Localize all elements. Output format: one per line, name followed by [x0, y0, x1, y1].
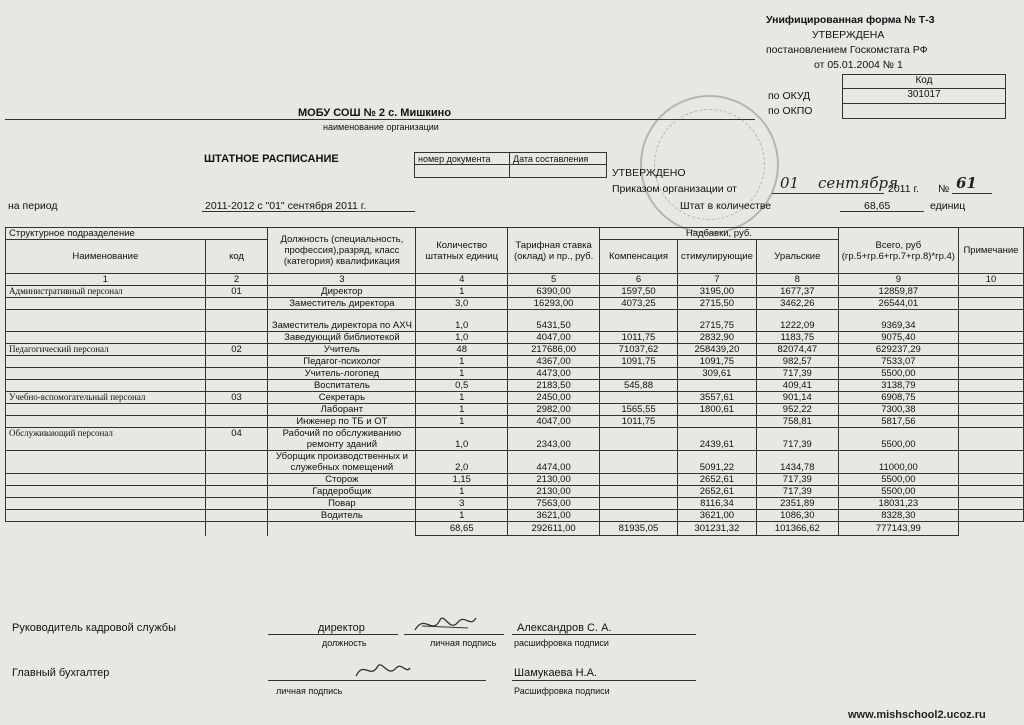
order-number: 61 — [956, 174, 977, 192]
row-total: 12859,87 — [838, 286, 958, 298]
row-ural: 982,57 — [756, 356, 838, 368]
table-row — [6, 286, 1024, 298]
row-code — [205, 510, 268, 522]
row-count: 1 — [416, 368, 508, 380]
row-stimulating — [677, 380, 756, 392]
approved-label: УТВЕРЖДЕНО — [612, 167, 686, 179]
row-ural: 2351,89 — [756, 498, 838, 510]
row-total: 5500,00 — [838, 428, 958, 451]
row-code — [205, 368, 268, 380]
caption-sign2: личная подпись — [276, 686, 343, 696]
row-position: Педагог-психолог — [268, 356, 416, 368]
row-department — [6, 368, 206, 380]
order-month: сентября — [818, 174, 899, 192]
row-code — [205, 310, 268, 332]
table-row — [6, 451, 1024, 474]
row-note — [958, 310, 1023, 332]
col-num: 2 — [205, 274, 268, 286]
row-ural: 1222,09 — [756, 310, 838, 332]
doc-title: ШТАТНОЕ РАСПИСАНИЕ — [204, 153, 339, 165]
row-count: 1 — [416, 392, 508, 404]
row-note — [958, 428, 1023, 451]
row-note — [958, 298, 1023, 310]
row-rate: 7563,00 — [508, 498, 600, 510]
row-rate: 2130,00 — [508, 486, 600, 498]
staff-label: Штат в количестве — [680, 200, 772, 212]
table-row — [6, 498, 1024, 510]
row-ural: 409,41 — [756, 380, 838, 392]
row-position: Директор — [268, 286, 416, 298]
row-position: Водитель — [268, 510, 416, 522]
row-compensation — [600, 474, 678, 486]
table-row — [6, 416, 1024, 428]
row-stimulating: 2652,61 — [677, 486, 756, 498]
row-ural: 82074,47 — [756, 344, 838, 356]
row-position: Воспитатель — [268, 380, 416, 392]
row-compensation: 1091,75 — [600, 356, 678, 368]
row-position: Заведующий библиотекой — [268, 332, 416, 344]
row-department — [6, 486, 206, 498]
row-ural: 901,14 — [756, 392, 838, 404]
row-note — [958, 451, 1023, 474]
caption-decode: расшифровка подписи — [514, 638, 609, 648]
staff-schedule-table — [5, 227, 1024, 536]
table-row — [6, 356, 1024, 368]
form-approved: УТВЕРЖДЕНА — [812, 29, 885, 41]
accountant-name: Шамукаева Н.А. — [514, 667, 597, 679]
row-compensation — [600, 486, 678, 498]
row-position: Сторож — [268, 474, 416, 486]
total-sum: 777143,99 — [838, 522, 958, 536]
row-compensation — [600, 451, 678, 474]
row-total: 7300,38 — [838, 404, 958, 416]
col-num: 9 — [838, 274, 958, 286]
row-note — [958, 356, 1023, 368]
row-department: Учебно-вспомогательный персонал — [6, 392, 206, 404]
row-stimulating: 8116,34 — [677, 498, 756, 510]
col-num: 8 — [756, 274, 838, 286]
row-rate: 4474,00 — [508, 451, 600, 474]
row-rate: 4047,00 — [508, 332, 600, 344]
row-stimulating: 2715,75 — [677, 310, 756, 332]
row-note — [958, 368, 1023, 380]
code-header: Код — [842, 74, 1006, 89]
header-stimulating: стимулирующие — [677, 240, 756, 274]
table-row — [6, 474, 1024, 486]
table-row — [6, 392, 1024, 404]
row-department: Обслуживающий персонал — [6, 428, 206, 451]
row-stimulating: 3557,61 — [677, 392, 756, 404]
table-row — [6, 510, 1024, 522]
row-total: 3138,79 — [838, 380, 958, 392]
row-note — [958, 392, 1023, 404]
table-row — [6, 310, 1024, 332]
official-stamp — [640, 95, 779, 234]
row-code — [205, 498, 268, 510]
table-row — [6, 332, 1024, 344]
row-position: Секретарь — [268, 392, 416, 404]
row-department — [6, 416, 206, 428]
table-row — [6, 298, 1024, 310]
row-code — [205, 380, 268, 392]
table-row — [6, 486, 1024, 498]
row-count: 1,0 — [416, 310, 508, 332]
row-note — [958, 286, 1023, 298]
row-ural: 717,39 — [756, 486, 838, 498]
table-row — [6, 404, 1024, 416]
row-count: 1 — [416, 404, 508, 416]
row-code: 04 — [205, 428, 268, 451]
total-stim: 301231,32 — [677, 522, 756, 536]
header-rate: Тарифная ставка (оклад) и пр., руб. — [508, 228, 600, 274]
row-stimulating: 1091,75 — [677, 356, 756, 368]
row-total: 11000,00 — [838, 451, 958, 474]
row-code — [205, 298, 268, 310]
row-note — [958, 344, 1023, 356]
header-position: Должность (специальность, профессия),разряд, класс (категория) квалификация — [268, 228, 416, 274]
form-decree: постановлением Госкомстата РФ — [766, 44, 928, 56]
row-position: Рабочий по обслуживанию ремонту зданий — [268, 428, 416, 451]
row-total: 26544,01 — [838, 298, 958, 310]
row-rate: 2183,50 — [508, 380, 600, 392]
table-row — [6, 368, 1024, 380]
doc-number-value — [415, 165, 510, 178]
row-compensation: 1565,55 — [600, 404, 678, 416]
row-total: 8328,30 — [838, 510, 958, 522]
row-note — [958, 380, 1023, 392]
row-compensation: 4073,25 — [600, 298, 678, 310]
col-num: 7 — [677, 274, 756, 286]
row-department — [6, 380, 206, 392]
row-rate: 3621,00 — [508, 510, 600, 522]
row-department: Административный персонал — [6, 286, 206, 298]
table-row — [6, 428, 1024, 451]
order-num-label: № — [938, 183, 950, 195]
row-compensation — [600, 510, 678, 522]
row-total: 5500,00 — [838, 486, 958, 498]
row-total: 5817,56 — [838, 416, 958, 428]
row-compensation — [600, 392, 678, 404]
row-stimulating: 2439,61 — [677, 428, 756, 451]
row-code: 03 — [205, 392, 268, 404]
row-compensation: 1597,50 — [600, 286, 678, 298]
row-position: Гардеробщик — [268, 486, 416, 498]
row-ural: 1677,37 — [756, 286, 838, 298]
order-label: Приказом организации от — [612, 183, 737, 195]
hr-name: Александров С. А. — [517, 622, 612, 634]
org-caption: наименование организации — [323, 122, 439, 132]
row-rate: 16293,00 — [508, 298, 600, 310]
form-decree-date: от 05.01.2004 № 1 — [814, 59, 903, 71]
period-value: 2011-2012 с "01" сентября 2011 г. — [205, 200, 367, 212]
row-count: 3,0 — [416, 298, 508, 310]
row-count: 1,0 — [416, 332, 508, 344]
row-compensation: 1011,75 — [600, 416, 678, 428]
caption-sign: личная подпись — [430, 638, 497, 648]
row-department — [6, 310, 206, 332]
row-total: 629237,29 — [838, 344, 958, 356]
row-ural: 717,39 — [756, 474, 838, 486]
row-position: Учитель-логопед — [268, 368, 416, 380]
row-rate: 2982,00 — [508, 404, 600, 416]
total-rate: 292611,00 — [508, 522, 600, 536]
table-row — [6, 344, 1024, 356]
row-code — [205, 332, 268, 344]
row-count: 1,15 — [416, 474, 508, 486]
row-position: Учитель — [268, 344, 416, 356]
row-code — [205, 356, 268, 368]
row-stimulating: 1800,61 — [677, 404, 756, 416]
row-rate: 5431,50 — [508, 310, 600, 332]
header-code: код — [205, 240, 268, 274]
row-count: 1 — [416, 486, 508, 498]
row-compensation: 71037,62 — [600, 344, 678, 356]
row-total: 9369,34 — [838, 310, 958, 332]
header-compensation: Компенсация — [600, 240, 678, 274]
row-stimulating — [677, 416, 756, 428]
row-rate: 4367,00 — [508, 356, 600, 368]
row-department — [6, 298, 206, 310]
row-count: 48 — [416, 344, 508, 356]
order-day: 01 — [780, 174, 800, 192]
row-ural: 717,39 — [756, 368, 838, 380]
row-count: 1 — [416, 416, 508, 428]
row-code — [205, 416, 268, 428]
header-note: Примечание — [958, 228, 1023, 274]
row-code: 02 — [205, 344, 268, 356]
row-count: 3 — [416, 498, 508, 510]
row-department — [6, 498, 206, 510]
row-note — [958, 416, 1023, 428]
row-total: 18031,23 — [838, 498, 958, 510]
row-count: 1 — [416, 286, 508, 298]
row-stimulating: 5091,22 — [677, 451, 756, 474]
row-compensation — [600, 498, 678, 510]
caption-decode2: Расшифровка подписи — [514, 686, 610, 696]
row-stimulating: 3621,00 — [677, 510, 756, 522]
order-year: 2011 г. — [888, 183, 919, 195]
header-total: Всего, руб (гр.5+гр.6+гр.7+гр.8)*гр.4) — [838, 228, 958, 274]
row-compensation — [600, 368, 678, 380]
row-stimulating: 3195,00 — [677, 286, 756, 298]
row-count: 1,0 — [416, 428, 508, 451]
staff-unit: единиц — [930, 200, 966, 212]
row-ural: 1434,78 — [756, 451, 838, 474]
hr-position: директор — [318, 622, 365, 634]
row-total: 5500,00 — [838, 474, 958, 486]
row-rate: 2130,00 — [508, 474, 600, 486]
header-name: Наименование — [6, 240, 206, 274]
row-compensation — [600, 428, 678, 451]
org-name: МОБУ СОШ № 2 с. Мишкино — [298, 107, 452, 119]
row-code — [205, 404, 268, 416]
row-total: 9075,40 — [838, 332, 958, 344]
col-num: 10 — [958, 274, 1023, 286]
row-ural: 1086,30 — [756, 510, 838, 522]
row-note — [958, 474, 1023, 486]
row-rate: 217686,00 — [508, 344, 600, 356]
row-position: Заместитель директора — [268, 298, 416, 310]
row-count: 0,5 — [416, 380, 508, 392]
row-department — [6, 451, 206, 474]
header-allowances: Надбавки, руб. — [600, 228, 839, 240]
doc-date-value — [510, 165, 607, 178]
col-num: 3 — [268, 274, 416, 286]
row-total: 6908,75 — [838, 392, 958, 404]
row-stimulating: 309,61 — [677, 368, 756, 380]
col-num: 4 — [416, 274, 508, 286]
row-rate: 2343,00 — [508, 428, 600, 451]
row-ural: 952,22 — [756, 404, 838, 416]
row-note — [958, 498, 1023, 510]
row-rate: 2450,00 — [508, 392, 600, 404]
caption-position: должность — [322, 638, 367, 648]
row-department: Педагогический персонал — [6, 344, 206, 356]
row-stimulating: 2832,90 — [677, 332, 756, 344]
row-code — [205, 474, 268, 486]
period-label: на период — [8, 200, 58, 212]
row-stimulating: 2715,50 — [677, 298, 756, 310]
row-position: Лаборант — [268, 404, 416, 416]
row-position: Инженер по ТБ и ОТ — [268, 416, 416, 428]
row-ural: 1183,75 — [756, 332, 838, 344]
col-num: 1 — [6, 274, 206, 286]
row-department — [6, 510, 206, 522]
row-code: 01 — [205, 286, 268, 298]
row-rate: 6390,00 — [508, 286, 600, 298]
row-ural: 3462,26 — [756, 298, 838, 310]
okud-value: 301017 — [842, 88, 1006, 104]
row-position: Повар — [268, 498, 416, 510]
accountant-label: Главный бухгалтер — [12, 667, 110, 679]
row-code — [205, 451, 268, 474]
row-department — [6, 356, 206, 368]
row-stimulating: 2652,61 — [677, 474, 756, 486]
row-note — [958, 486, 1023, 498]
row-count: 2,0 — [416, 451, 508, 474]
staff-value: 68,65 — [864, 200, 891, 212]
row-total: 5500,00 — [838, 368, 958, 380]
okpo-value — [842, 103, 1006, 119]
header-count: Количество штатных единиц — [416, 228, 508, 274]
row-count: 1 — [416, 356, 508, 368]
header-ural: Уральские — [756, 240, 838, 274]
okud-label: по ОКУД — [768, 90, 811, 102]
row-compensation — [600, 310, 678, 332]
row-ural: 717,39 — [756, 428, 838, 451]
row-department — [6, 474, 206, 486]
total-comp: 81935,05 — [600, 522, 678, 536]
row-compensation: 1011,75 — [600, 332, 678, 344]
row-department — [6, 332, 206, 344]
row-position: Уборщик производственных и служебных помещений — [268, 451, 416, 474]
form-title: Унифицированная форма № Т-3 — [766, 14, 935, 26]
total-count: 68,65 — [416, 522, 508, 536]
row-department — [6, 404, 206, 416]
row-rate: 4473,00 — [508, 368, 600, 380]
row-note — [958, 404, 1023, 416]
row-note — [958, 332, 1023, 344]
doc-date-header: Дата составления — [510, 153, 607, 165]
row-code — [205, 486, 268, 498]
row-ural: 758,81 — [756, 416, 838, 428]
col-num: 6 — [600, 274, 678, 286]
row-note — [958, 510, 1023, 522]
row-total: 7533,07 — [838, 356, 958, 368]
doc-number-header: номер документа — [415, 153, 510, 165]
row-position: Заместитель директора по АХЧ — [268, 310, 416, 332]
row-rate: 4047,00 — [508, 416, 600, 428]
okpo-label: по ОКПО — [768, 105, 813, 117]
row-count: 1 — [416, 510, 508, 522]
header-struct: Структурное подразделение — [6, 228, 268, 240]
total-ural: 101366,62 — [756, 522, 838, 536]
col-num: 5 — [508, 274, 600, 286]
row-compensation: 545,88 — [600, 380, 678, 392]
row-stimulating: 258439,20 — [677, 344, 756, 356]
table-row — [6, 380, 1024, 392]
hr-label: Руководитель кадровой службы — [12, 622, 177, 634]
watermark-url: www.mishschool2.ucoz.ru — [848, 709, 986, 721]
